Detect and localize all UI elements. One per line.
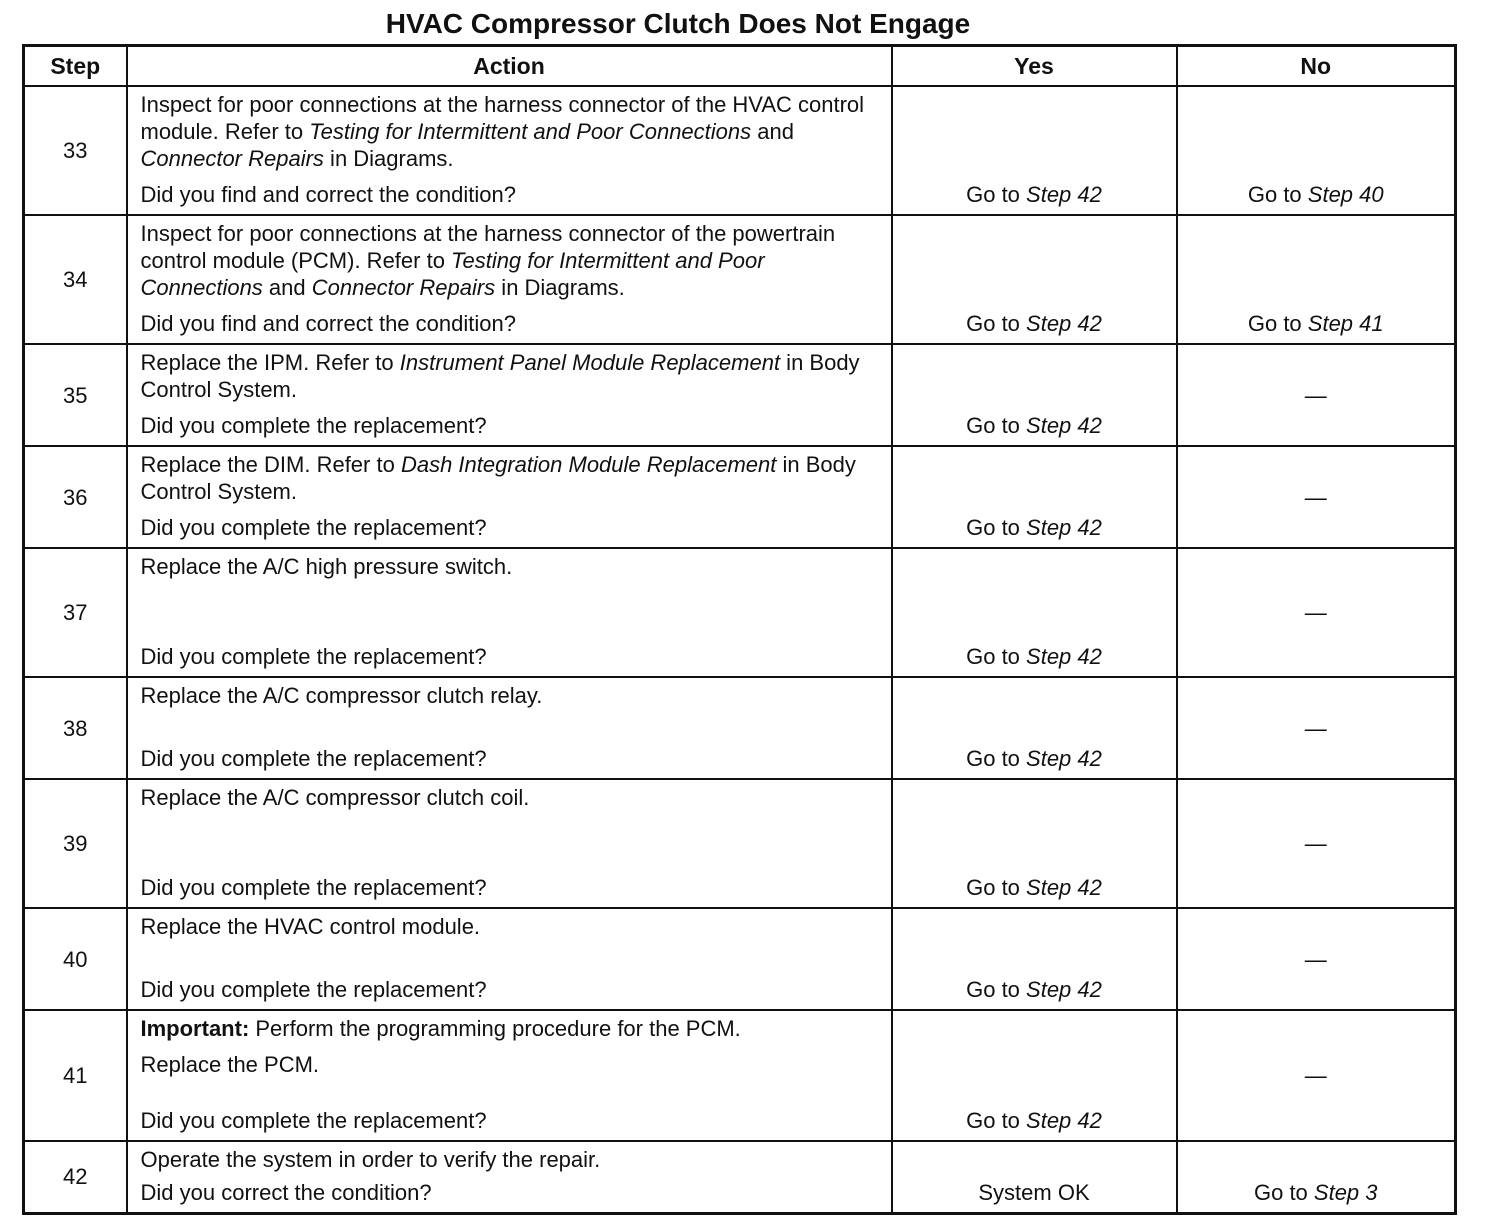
no-result bbox=[1177, 548, 1456, 677]
text-run: Replace the HVAC control module. bbox=[140, 914, 481, 939]
action-instruction bbox=[141, 349, 879, 403]
text-run: Operate the system in order to verify the repair. bbox=[140, 1147, 601, 1172]
header-no: No bbox=[1177, 46, 1456, 87]
action-question: Did you complete the replacement? bbox=[140, 977, 487, 1002]
yes-result bbox=[892, 344, 1177, 446]
action-question: Did you find and correct the condition? bbox=[140, 182, 516, 207]
no-result bbox=[1177, 86, 1456, 215]
step-number: 34 bbox=[24, 215, 127, 344]
action-instruction bbox=[141, 682, 879, 709]
text-run: Replace the A/C compressor clutch relay. bbox=[140, 683, 543, 708]
action-instruction bbox=[141, 451, 879, 505]
action-cell bbox=[127, 215, 892, 344]
text-run: Replace the A/C high pressure switch. bbox=[140, 554, 513, 579]
action-instruction bbox=[141, 553, 879, 580]
text-run: Go to bbox=[1247, 311, 1308, 336]
step-number: 33 bbox=[24, 86, 127, 215]
text-run: Step 42 bbox=[1026, 413, 1102, 438]
step-number: 37 bbox=[24, 548, 127, 677]
text-run: Connector Repairs bbox=[140, 146, 324, 171]
text-run: Step 42 bbox=[1026, 515, 1102, 540]
no-result bbox=[1177, 908, 1456, 1010]
header-yes: Yes bbox=[892, 46, 1177, 87]
step-number: 35 bbox=[24, 344, 127, 446]
text-run: in Diagrams. bbox=[495, 275, 625, 300]
text-run: Step 42 bbox=[1026, 875, 1102, 900]
text-run: Step 3 bbox=[1313, 1179, 1378, 1205]
text-run: Step 42 bbox=[1026, 1108, 1102, 1133]
action-question: Did you complete the replacement? bbox=[140, 1108, 487, 1133]
text-run: in Diagrams. bbox=[323, 146, 454, 171]
text-run: and bbox=[262, 275, 312, 300]
text-run: Instrument Panel Module Replacement bbox=[399, 350, 781, 375]
table-row bbox=[24, 344, 1456, 446]
action-question: Did you complete the replacement? bbox=[140, 515, 487, 540]
text-run: — bbox=[1304, 715, 1327, 741]
action-instruction bbox=[141, 220, 879, 301]
action-question: Did you complete the replacement? bbox=[140, 644, 487, 669]
text-run: Inspect for poor connections at the harness connector of the powertrain control module (PCM). Refer to bbox=[140, 221, 836, 273]
table-row bbox=[24, 677, 1456, 779]
yes-result bbox=[892, 908, 1177, 1010]
text-run: — bbox=[1304, 484, 1327, 510]
table-row bbox=[24, 1010, 1456, 1141]
text-run: Testing for Intermittent and Poor Connections bbox=[309, 119, 752, 144]
page-title: HVAC Compressor Clutch Does Not Engage bbox=[385, 8, 971, 39]
table-row bbox=[24, 548, 1456, 677]
no-result bbox=[1177, 677, 1456, 779]
text-run: Go to bbox=[1247, 182, 1308, 207]
text-run: Replace the DIM. Refer to bbox=[140, 452, 401, 477]
table-body bbox=[24, 86, 1456, 1213]
text-run: Replace the A/C compressor clutch coil. bbox=[140, 785, 530, 810]
text-run: Dash Integration Module Replacement bbox=[400, 452, 777, 477]
text-run: Step 42 bbox=[1026, 311, 1102, 336]
step-number: 41 bbox=[24, 1010, 127, 1141]
action-instruction bbox=[141, 913, 879, 940]
yes-result bbox=[892, 86, 1177, 215]
step-number: 38 bbox=[24, 677, 127, 779]
table-row bbox=[24, 86, 1456, 215]
text-run: Go to bbox=[966, 1108, 1027, 1133]
text-run: Go to bbox=[966, 746, 1027, 771]
yes-result bbox=[892, 1010, 1177, 1141]
step-number: 36 bbox=[24, 446, 127, 548]
action-cell bbox=[127, 446, 892, 548]
header-action: Action bbox=[127, 46, 892, 87]
action-cell bbox=[127, 344, 892, 446]
action-cell bbox=[127, 86, 892, 215]
action-question: Did you correct the condition? bbox=[140, 1179, 432, 1205]
text-run: in Body Control System. bbox=[140, 452, 856, 504]
action-question: Did you find and correct the condition? bbox=[140, 311, 516, 336]
yes-result bbox=[892, 215, 1177, 344]
text-run: — bbox=[1304, 946, 1327, 972]
text-run: Step 42 bbox=[1026, 644, 1102, 669]
table-header-row bbox=[24, 46, 1456, 87]
text-run: Go to bbox=[966, 644, 1027, 669]
text-run: Step 41 bbox=[1307, 311, 1384, 336]
action-instruction bbox=[141, 91, 879, 172]
text-run: Go to bbox=[966, 515, 1027, 540]
step-number: 39 bbox=[24, 779, 127, 908]
text-run: System OK bbox=[978, 1179, 1090, 1205]
text-run: Step 42 bbox=[1026, 182, 1102, 207]
table-row bbox=[24, 446, 1456, 548]
text-run: Go to bbox=[966, 977, 1027, 1002]
text-run: and bbox=[751, 119, 794, 144]
text-run: Testing for Intermittent and Poor Connections bbox=[140, 248, 765, 300]
text-run: Inspect for poor connections at the harness connector of the HVAC control module. Refer to bbox=[140, 92, 865, 144]
step-number: 42 bbox=[24, 1141, 127, 1213]
text-run: Go to bbox=[966, 311, 1027, 336]
text-run: Go to bbox=[966, 875, 1027, 900]
no-result bbox=[1177, 446, 1456, 548]
action-cell bbox=[127, 908, 892, 1010]
table-row bbox=[24, 215, 1456, 344]
text-run: Go to bbox=[966, 182, 1027, 207]
text-run: — bbox=[1304, 831, 1327, 856]
action-cell bbox=[127, 1010, 892, 1141]
text-run: in Body Control System. bbox=[140, 350, 860, 402]
yes-result bbox=[892, 548, 1177, 677]
text-run: Perform the programming procedure for the PCM. bbox=[249, 1016, 741, 1041]
step-number: 40 bbox=[24, 908, 127, 1010]
action-cell bbox=[127, 677, 892, 779]
text-run: Connector Repairs bbox=[311, 275, 496, 300]
action-cell bbox=[127, 548, 892, 677]
text-run: Go to bbox=[966, 413, 1027, 438]
no-result bbox=[1177, 215, 1456, 344]
text-run: Step 40 bbox=[1307, 182, 1384, 207]
action-question: Did you complete the replacement? bbox=[140, 875, 487, 900]
text-run: Important: bbox=[140, 1016, 250, 1041]
yes-result bbox=[892, 779, 1177, 908]
no-result bbox=[1177, 1141, 1456, 1213]
text-run: Step 42 bbox=[1026, 977, 1102, 1002]
no-result bbox=[1177, 344, 1456, 446]
diagnostic-table bbox=[22, 44, 1457, 1215]
action-cell bbox=[127, 779, 892, 908]
no-result bbox=[1177, 1010, 1456, 1141]
action-instruction-2: Replace the PCM. bbox=[140, 1052, 320, 1077]
action-cell bbox=[127, 1141, 892, 1213]
action-instruction bbox=[141, 784, 879, 811]
text-run: — bbox=[1304, 382, 1327, 408]
yes-result bbox=[892, 677, 1177, 779]
text-run: Step 42 bbox=[1026, 746, 1102, 771]
yes-result bbox=[892, 1141, 1177, 1213]
action-question: Did you complete the replacement? bbox=[140, 413, 487, 438]
action-instruction bbox=[141, 1146, 879, 1173]
text-run: Go to bbox=[1253, 1179, 1314, 1205]
action-instruction bbox=[141, 1015, 879, 1042]
text-run: — bbox=[1304, 1063, 1327, 1088]
table-row bbox=[24, 1141, 1456, 1213]
text-run: — bbox=[1304, 600, 1327, 625]
table-row bbox=[24, 779, 1456, 908]
text-run: Replace the IPM. Refer to bbox=[140, 350, 400, 375]
no-result bbox=[1177, 779, 1456, 908]
action-question: Did you complete the replacement? bbox=[140, 746, 487, 771]
table-row bbox=[24, 908, 1456, 1010]
header-step: Step bbox=[24, 46, 127, 87]
yes-result bbox=[892, 446, 1177, 548]
